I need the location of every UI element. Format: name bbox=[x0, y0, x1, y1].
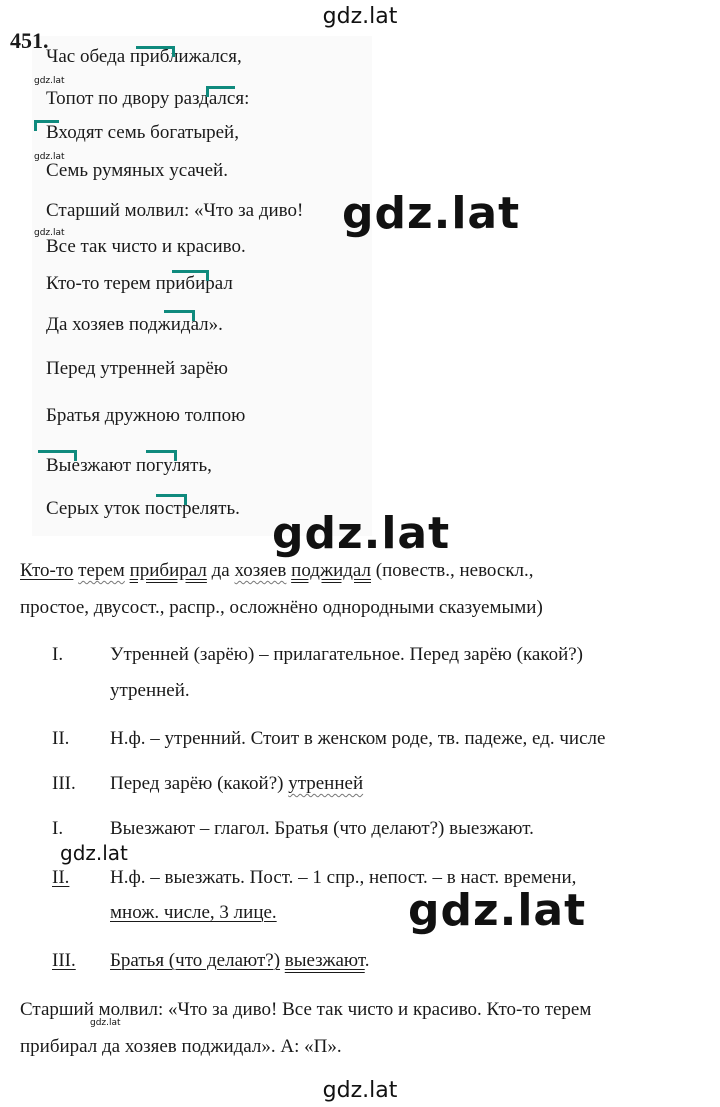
word-conjunction: да bbox=[211, 560, 230, 581]
conclusion-line-2: прибирал да хозяев поджидал». А: «П». bbox=[20, 1036, 342, 1057]
poem-line-3: Входят семь богатырей, bbox=[46, 122, 239, 143]
watermark-big-3: gdz.lat bbox=[408, 885, 587, 936]
poem-line-2: Топот по двору раздался: bbox=[46, 88, 250, 109]
poem-line-1: Час обеда приближался, bbox=[46, 46, 242, 67]
word-object-2: хозяев bbox=[234, 560, 287, 581]
watermark-top: gdz.lat bbox=[322, 4, 398, 29]
prefix-mark bbox=[206, 86, 235, 97]
roman-5: II. bbox=[52, 867, 70, 888]
watermark-small-2: gdz.lat bbox=[34, 152, 65, 162]
morph1-item-3-text: Перед зарёю (какой?) bbox=[110, 773, 284, 794]
watermark-big-1: gdz.lat bbox=[342, 188, 521, 239]
ending-mark bbox=[38, 450, 77, 461]
poem-line-10: Братья дружною толпою bbox=[46, 405, 246, 426]
morph2-item-3-word: выезжают bbox=[284, 950, 365, 971]
roman-1: I. bbox=[52, 644, 64, 665]
ending-mark bbox=[164, 310, 195, 321]
word-predicate-2: поджидал bbox=[291, 560, 371, 581]
morph1-item-1b: утренней. bbox=[110, 680, 190, 701]
morph2-item-2a: Н.ф. – выезжать. Пост. – 1 спр., непост. – в наст. времени, bbox=[110, 867, 577, 888]
ending-mark bbox=[172, 270, 209, 281]
poem-line-6: Все так чисто и красиво. bbox=[46, 236, 246, 257]
poem-line-11: Выезжают погулять, bbox=[46, 455, 212, 476]
roman-3: III. bbox=[52, 773, 76, 794]
morph1-item-1a: Утренней (зарёю) – прилагательное. Перед зарёю (какой?) bbox=[110, 644, 583, 665]
analysis-characteristics: (повеств., невоскл., bbox=[375, 560, 534, 581]
morph1-item-3-word: утренней bbox=[288, 773, 364, 794]
roman-4: I. bbox=[52, 818, 64, 839]
ending-mark bbox=[146, 450, 177, 461]
analysis-sentence bbox=[20, 560, 534, 582]
morph2-item-3-text: Братья (что делают?) bbox=[110, 950, 281, 971]
watermark-mid: gdz.lat bbox=[60, 841, 128, 865]
watermark-small-1: gdz.lat bbox=[34, 76, 65, 86]
poem-line-12: Серых уток пострелять. bbox=[46, 498, 240, 519]
conclusion-line-1: Старший молвил: «Что за диво! Все так чисто и красиво. Кто-то терем bbox=[20, 999, 592, 1020]
prefix-mark bbox=[34, 120, 59, 131]
poem-line-7: Кто-то терем прибирал bbox=[46, 273, 233, 294]
morph1-item-3 bbox=[110, 773, 363, 795]
word-object: терем bbox=[78, 560, 125, 581]
word-predicate-1: прибирал bbox=[129, 560, 207, 581]
watermark-big-2: gdz.lat bbox=[272, 508, 451, 559]
watermark-small-4: gdz.lat bbox=[90, 1018, 121, 1028]
poem-line-9: Перед утренней зарёю bbox=[46, 358, 228, 379]
morph1-item-2: Н.ф. – утренний. Стоит в женском роде, тв. падеже, ед. числе bbox=[110, 728, 606, 749]
roman-2: II. bbox=[52, 728, 70, 749]
analysis-line-2: простое, двусост., распр., осложнёно однородными сказуемыми) bbox=[20, 597, 543, 618]
poem-line-4: Семь румяных усачей. bbox=[46, 160, 228, 181]
poem-line-8: Да хозяев поджидал». bbox=[46, 314, 223, 335]
watermark-bottom: gdz.lat bbox=[322, 1078, 398, 1103]
poem-line-5: Старший молвил: «Что за диво! bbox=[46, 200, 304, 221]
exercise-number: 451. bbox=[10, 28, 49, 53]
watermark-small-3: gdz.lat bbox=[34, 228, 65, 238]
morph2-item-3: Братья (что делают?) выезжают. bbox=[110, 950, 370, 971]
ending-mark bbox=[136, 46, 175, 57]
roman-6: III. bbox=[52, 950, 76, 971]
morph2-item-2b: множ. числе, 3 лице. bbox=[110, 902, 277, 923]
word-subject: Кто-то bbox=[20, 560, 74, 581]
morph2-item-1: Выезжают – глагол. Братья (что делают?) выезжают. bbox=[110, 818, 534, 839]
ending-mark bbox=[156, 494, 187, 505]
